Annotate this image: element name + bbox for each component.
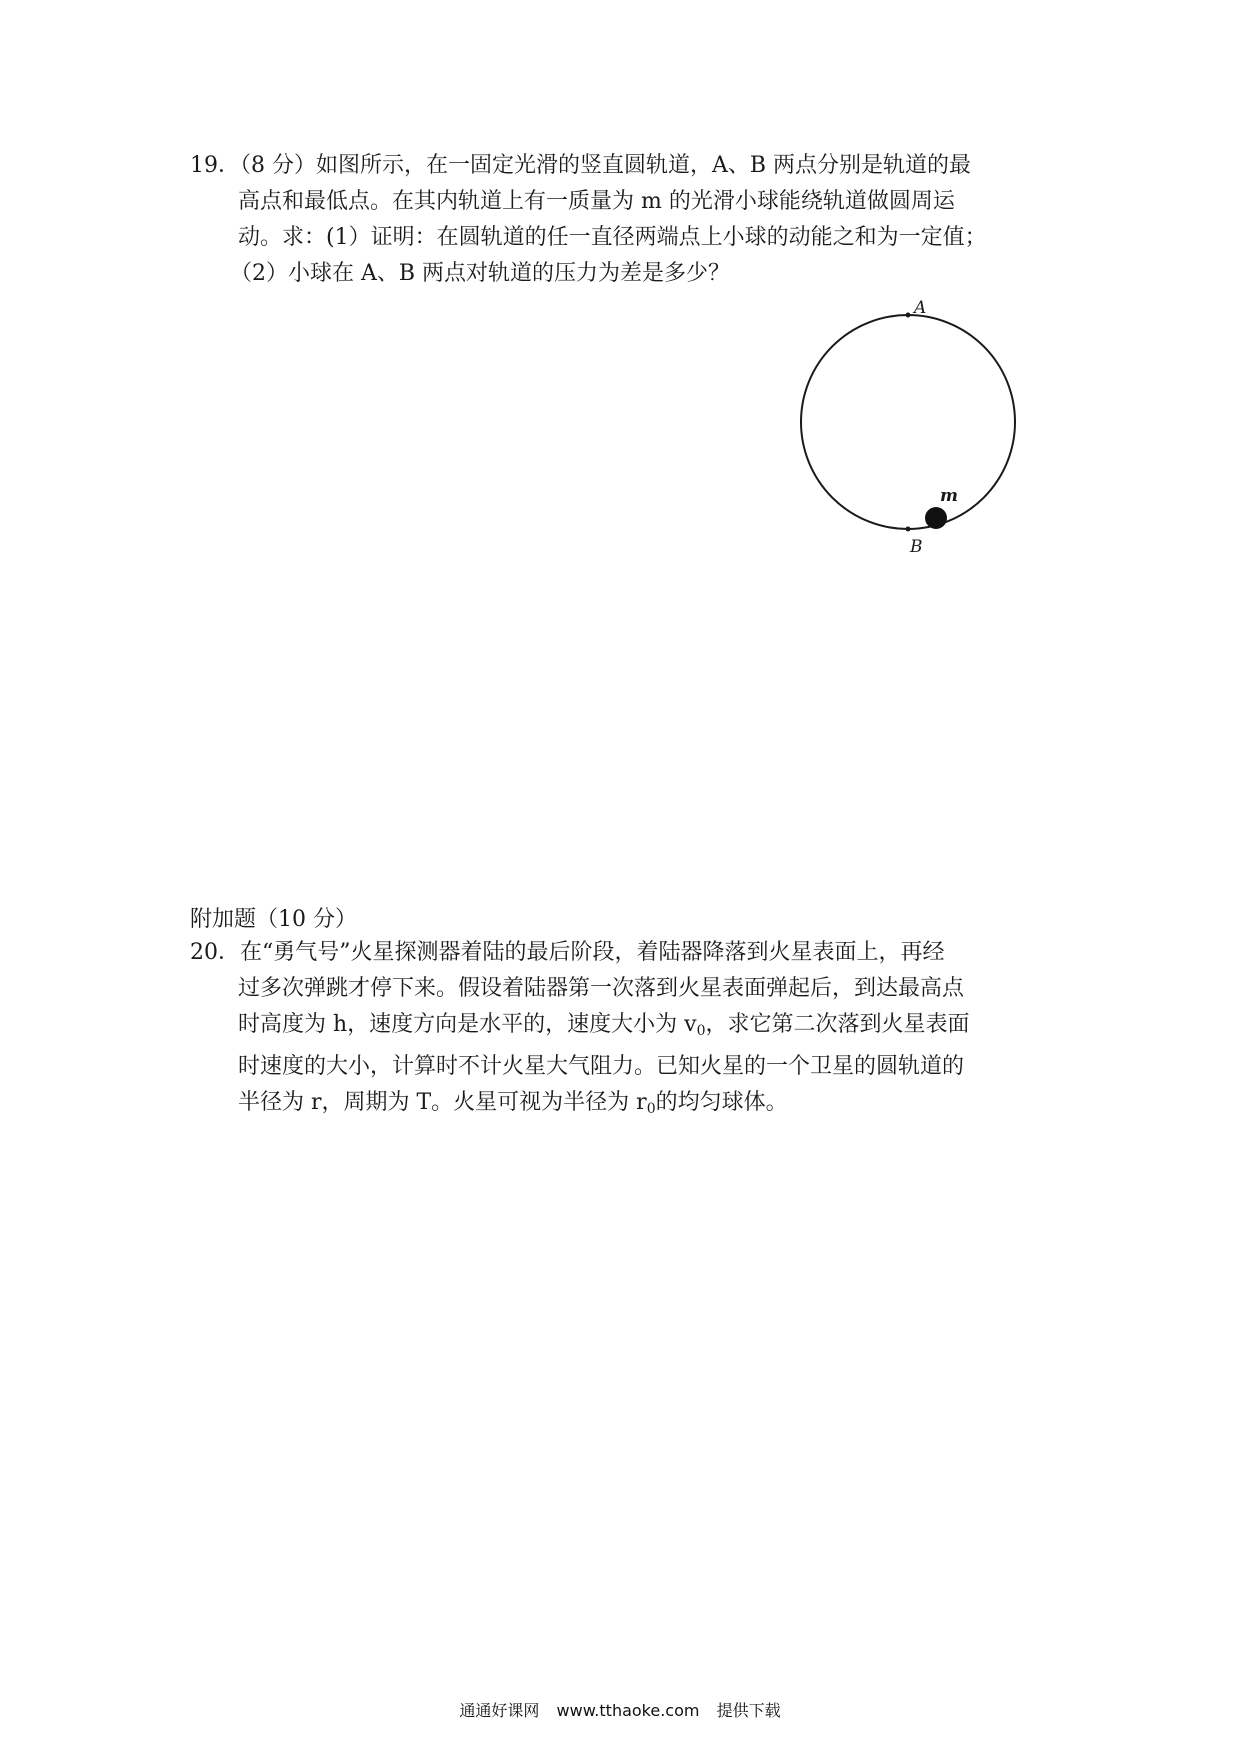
question-20-line-2: 过多次弹跳才停下来。假设着陆器第一次落到火星表面弹起后，到达最高点 (238, 976, 965, 1001)
question-19-line-4: （2）小球在 A、B 两点对轨道的压力为差是多少？ (230, 261, 731, 286)
subscript-r0: 0 (646, 1101, 656, 1117)
question-20 (190, 935, 1070, 1127)
question-20-line-5b: 的均匀球体。 (655, 1090, 788, 1115)
label-a: A (914, 300, 927, 318)
question-19-line-3: 动。求：(1）证明：在圆轨道的任一直径两端点上小球的动能之和为一定值； (238, 225, 987, 250)
question-20-line-5a: 半径为 r，周期为 T。火星可视为半径为 r (238, 1090, 647, 1115)
question-19 (190, 148, 1070, 292)
bonus-heading: 附加题（10 分） (190, 907, 357, 932)
question-20-line-3a: 时高度为 h，速度方向是水平的，速度大小为 v (238, 1012, 697, 1037)
point-a-dot (906, 313, 911, 318)
question-20-line-3b: ，求它第二次落到火星表面 (705, 1012, 970, 1037)
question-20-line-5 (190, 1085, 1070, 1127)
question-19-line-2: 高点和最低点。在其内轨道上有一质量为 m 的光滑小球能绕轨道做圆周运 (238, 189, 955, 214)
subscript-v0: 0 (696, 1023, 706, 1039)
point-b-dot (906, 527, 911, 532)
label-m: m (940, 486, 958, 506)
footer-tagline: 提供下载 (716, 1701, 781, 1720)
ball (925, 507, 947, 529)
question-20-line-4: 时速度的大小，计算时不计火星大气阻力。已知火星的一个卫星的圆轨道的 (238, 1054, 965, 1079)
footer-url[interactable]: www.tthaoke.com (556, 1701, 700, 1720)
question-20-line-3 (190, 1007, 1070, 1049)
footer-site-name: 通通好课网 (459, 1701, 540, 1720)
question-19-line-1: 19．（8 分）如图所示，在一固定光滑的竖直圆轨道，A、B 两点分别是轨道的最 (190, 153, 972, 178)
footer (0, 1698, 1240, 1721)
label-b: B (910, 537, 923, 557)
circular-track (801, 315, 1015, 529)
question-20-line-1: 20．在“勇气号”火星探测器着陆的最后阶段，着陆器降落到火星表面上，再经 (190, 940, 945, 965)
circular-track-figure (790, 300, 1020, 570)
